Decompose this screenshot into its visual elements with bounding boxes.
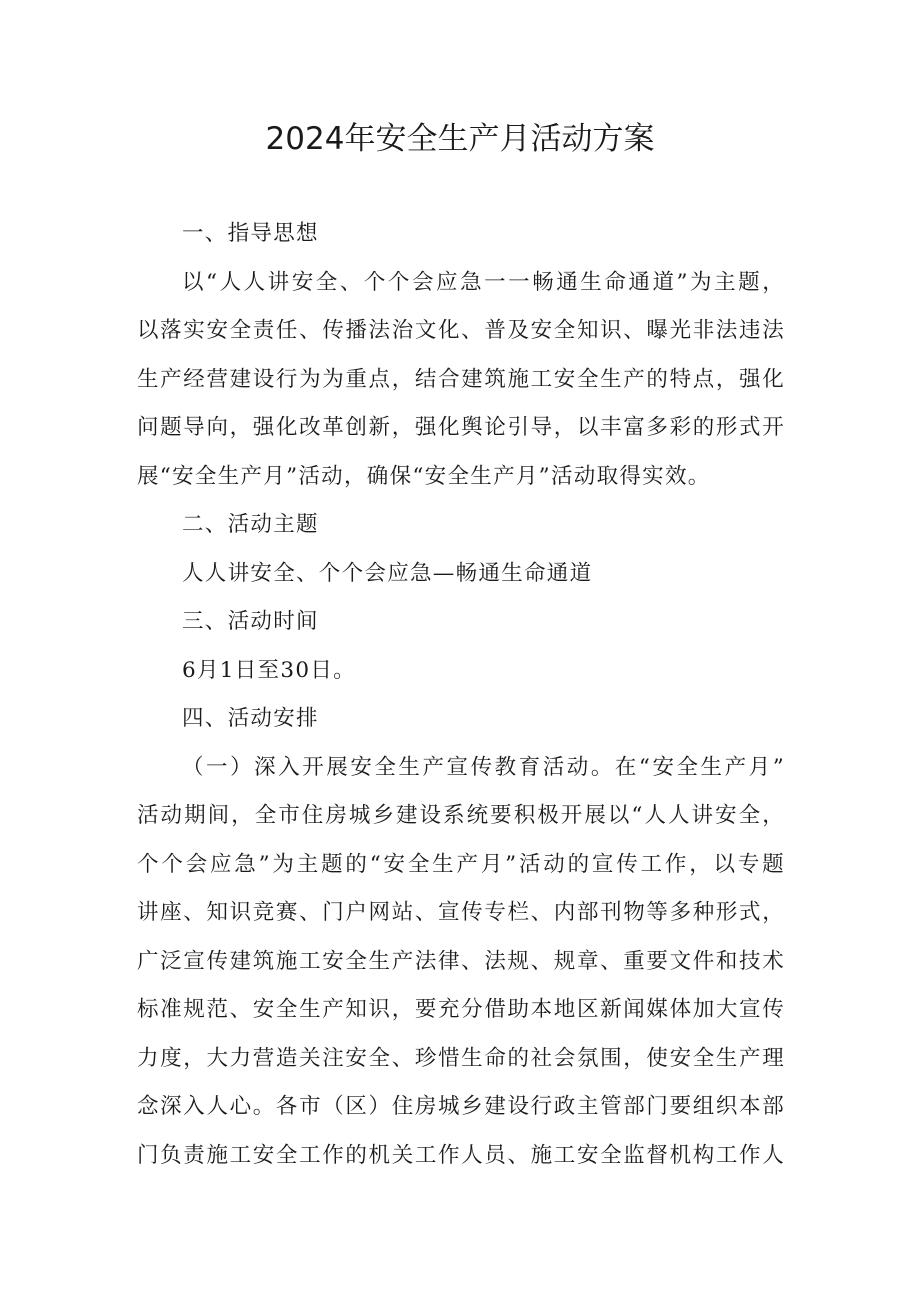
- paragraph-line: 个个会应急”为主题的“安全生产月”活动的宣传工作，以专题: [137, 851, 785, 877]
- paragraph-line: 问题导向，强化改革创新，强化舆论引导，以丰富多彩的形式开: [137, 415, 785, 440]
- paragraph-line: （一）深入开展安全生产宣传教育活动。在“安全生产月”: [182, 754, 785, 780]
- section-heading-activity-time: 三、活动时间: [182, 609, 319, 634]
- section-heading-guiding-ideology: 一、指导思想: [182, 221, 319, 246]
- paragraph-activity-arrangement: [137, 744, 785, 1181]
- paragraph-line: 广泛宣传建筑施工安全生产法律、法规、规章、重要文件和技术: [137, 948, 785, 974]
- activity-time-text: 6月1日至30日。: [182, 657, 356, 683]
- activity-theme-text: 人人讲安全、个个会应急—畅通生命通道: [182, 560, 593, 586]
- document-title: 2024年安全生产月活动方案: [265, 121, 655, 157]
- paragraph-line: 标准规范、安全生产知识，要充分借助本地区新闻媒体加大宣传: [137, 997, 785, 1022]
- paragraph-line: 展“安全生产月”活动，确保“安全生产月”活动取得实效。: [137, 463, 711, 489]
- section-heading-activity-theme: 二、活动主题: [182, 512, 319, 537]
- section-heading-activity-arrangement: 四、活动安排: [182, 706, 319, 731]
- paragraph-line: 以“人人讲安全、个个会应急一一畅通生命通道”为主题，: [182, 269, 785, 295]
- document-body: [137, 210, 785, 1180]
- paragraph-line: 生产经营建设行为为重点，结合建筑施工安全生产的特点，强化: [137, 366, 785, 392]
- paragraph-line: 活动期间，全市住房城乡建设系统要积极开展以“人人讲安全，: [137, 803, 785, 828]
- paragraph-guiding-ideology: [137, 259, 785, 502]
- paragraph-line: 门负责施工安全工作的机关工作人员、施工安全监督机构工作人: [137, 1142, 785, 1168]
- paragraph-line: 念深入人心。各市（区）住房城乡建设行政主管部门要组织本部: [137, 1094, 785, 1119]
- paragraph-line: 讲座、知识竞赛、门户网站、宣传专栏、内部刊物等多种形式，: [137, 900, 785, 925]
- paragraph-line: 以落实安全责任、传播法治文化、普及安全知识、曝光非法违法: [137, 318, 785, 343]
- paragraph-line: 力度，大力营造关注安全、珍惜生命的社会氛围，使安全生产理: [137, 1045, 785, 1071]
